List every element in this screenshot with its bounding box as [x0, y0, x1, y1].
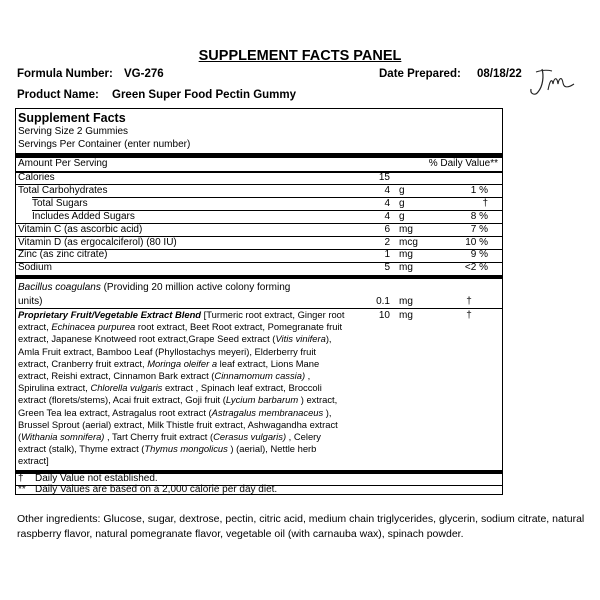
blend-botanical-name: Withania somnifera): [21, 431, 105, 443]
blend-dv: †: [466, 310, 472, 321]
nutrient-label: Sodium: [18, 262, 52, 274]
servings-per-container: Servings Per Container (enter number): [18, 139, 191, 150]
nutrient-amount: 4: [384, 210, 390, 222]
product-name-label: Product Name:: [17, 89, 99, 101]
footnote-dv-text: Daily Values are based on a 2,000 calorie per day diet.: [35, 484, 278, 495]
blend-text-segment: , Tart Cherry fruit extract (: [104, 431, 214, 443]
blend-botanical-name: Chlorella vulgaris: [90, 382, 163, 394]
nutrient-unit: g: [399, 184, 405, 196]
row-divider: [32, 197, 502, 198]
nutrient-unit: g: [399, 210, 405, 222]
nutrient-amount: 5: [384, 262, 390, 274]
nutrient-amount: 1: [384, 249, 390, 261]
bacillus-dv: †: [466, 296, 472, 307]
nutrient-label: Includes Added Sugars: [32, 210, 135, 222]
blend-text-segment: , Spirulina extract,: [18, 370, 311, 394]
blend-qty: 10: [378, 310, 390, 321]
blend-text-segment: root extract, Beet Root extract, Pomegranate fruit extract, Japanese Knotweed root extract,Grape Seed extract (: [18, 321, 343, 345]
nutrient-daily-value: †: [482, 197, 488, 209]
blend-botanical-name: Vitis vinifera: [275, 333, 326, 345]
nutrient-unit: g: [399, 197, 405, 209]
blend-name: Proprietary Fruit/Vegetable Extract Blend: [18, 309, 202, 320]
thick-divider: [16, 275, 502, 279]
blend-text-segment: ) extract, Green Tea lea extract, Astragalus root extract (: [18, 394, 338, 418]
nutrient-unit: mcg: [399, 236, 418, 248]
nutrient-amount: 2: [384, 236, 390, 248]
blend-botanical-name: Thymus mongolicus: [144, 443, 228, 455]
nutrient-amount: 6: [384, 223, 390, 235]
nutrient-daily-value: 8 %: [470, 210, 488, 222]
product-name-value: Green Super Food Pectin Gummy: [112, 89, 297, 101]
nutrient-daily-value: <2 %: [464, 262, 488, 274]
nutrient-label: Total Carbohydrates: [18, 184, 108, 196]
nutrient-label: Vitamin D (as ergocalciferol) (80 IU): [18, 236, 177, 248]
nutrient-daily-value: 7 %: [470, 223, 488, 235]
blend-text-segment: , Celery extract (stalk), Thyme extract (: [18, 431, 321, 455]
nutrient-amount: 4: [384, 184, 390, 196]
nutrient-daily-value: 10 %: [465, 236, 488, 248]
nutrient-amount: 15: [378, 172, 390, 183]
row-divider: [16, 262, 502, 263]
blend-botanical-name: Cinnamomum cassia): [214, 370, 306, 382]
nutrient-label: Total Sugars: [32, 197, 88, 209]
serving-size: Serving Size 2 Gummies: [18, 126, 129, 137]
blend-botanical-name: Lycium barbarum: [225, 394, 299, 406]
daily-value-header: % Daily Value**: [428, 158, 498, 169]
nutrient-label: Calories: [18, 172, 55, 183]
blend-unit: mg: [399, 310, 413, 321]
page-title: SUPPLEMENT FACTS PANEL: [198, 48, 402, 64]
bacillus-qty: 0.1: [376, 296, 390, 307]
other-ingredients: Other ingredients: Glucose, sugar, dextrose, pectin, citric acid, medium chain triglycerides, glycerin, sodium citrate, natural raspberry flavor, natural pomegranate flavor, vegetable oil (with carnauba wax), spinach powder.: [17, 513, 585, 540]
bacillus-name: Bacillus coagulans: [18, 282, 101, 293]
footnote-dagger-text: Daily Value not established.: [35, 473, 158, 484]
footnote-dagger-symbol: †: [18, 473, 24, 484]
formula-number-label: Formula Number:: [17, 68, 113, 80]
nutrient-amount: 4: [384, 197, 390, 209]
nutrient-label: Vitamin C (as ascorbic acid): [18, 223, 143, 235]
formula-number-value: VG-276: [124, 68, 164, 80]
nutrient-daily-value: 1 %: [470, 184, 488, 196]
date-prepared-label: Date Prepared:: [379, 68, 461, 80]
bacillus-desc-2: units): [18, 296, 43, 307]
date-prepared-value: 08/18/22: [477, 68, 522, 80]
nutrient-daily-value: 9 %: [470, 249, 488, 261]
bacillus-desc: (Providing 20 million active colony forming: [100, 282, 291, 293]
blend-text-segment: ) (aerial), Nettle herb extract]: [18, 443, 317, 467]
nutrient-unit: mg: [399, 223, 413, 235]
signature-initials: [528, 66, 584, 98]
bacillus-unit: mg: [399, 296, 413, 307]
blend-botanical-name: Astragalus membranaceus: [211, 406, 324, 418]
blend-text-segment: extract , Spinach leaf extract, Broccoli extract (florets/stems), Acai fruit extract, Goji fruit (: [18, 382, 322, 406]
blend-botanical-name: Moringa oleifer a: [147, 357, 218, 369]
footnote-dv-symbol: **: [18, 484, 26, 495]
blend-text-segment: [Turmeric root extract, Ginger root extract,: [18, 309, 345, 333]
nutrient-unit: mg: [399, 262, 413, 274]
nutrient-unit: mg: [399, 249, 413, 261]
blend-botanical-name: Cerasus vulgaris): [213, 431, 287, 443]
blend-botanical-name: Echinacea purpurea: [51, 321, 136, 333]
supplement-facts-panel: [15, 108, 503, 495]
amount-per-serving-label: Amount Per Serving: [18, 158, 108, 169]
blend-text-segment: ), Brussel Sprout (aerial) extract, Milk Thistle fruit extract, Ashwagandha extract (: [18, 406, 338, 443]
blend-text-segment: leaf extract, Lions Mane extract, Reishi extract, Cinnamon Bark extract (: [18, 357, 320, 382]
blend-text-segment: ), Amla Fruit extract, Bamboo Leaf (Phyllostachys meyeri), Elderberry fruit extract, Cranberry fruit extract,: [18, 333, 332, 369]
nutrient-label: Zinc (as zinc citrate): [18, 249, 108, 261]
divider: [16, 171, 502, 173]
proprietary-blend-text: [18, 309, 348, 468]
panel-heading: Supplement Facts: [18, 111, 126, 125]
